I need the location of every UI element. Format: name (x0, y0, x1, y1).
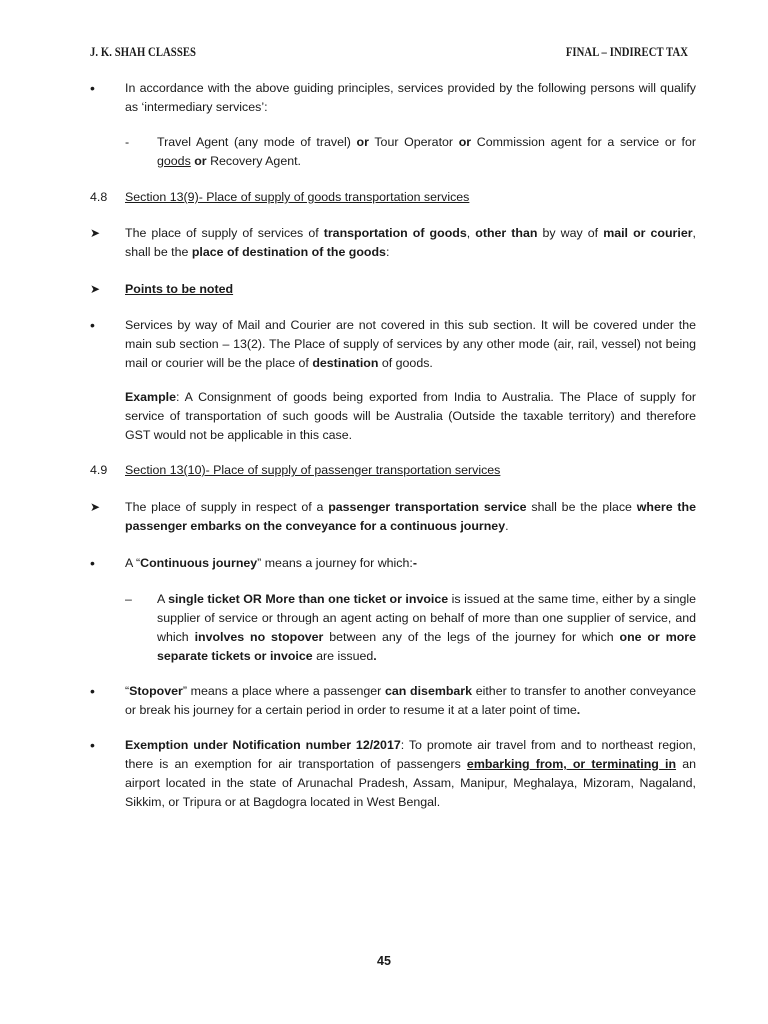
section-heading-4-8 (90, 188, 696, 207)
arrow-point-passenger-transport (90, 498, 696, 536)
page-number: 45 (377, 954, 391, 968)
header-subject: FINAL – INDIRECT TAX (565, 44, 688, 59)
section-title: Section 13(9)- Place of supply of goods transportation services (125, 190, 470, 204)
paragraph-text: A single ticket OR More than one ticket or invoice is issued at the same time, either by a single supplier of service or through an agent acting on behalf of more than one supplier of service, and which involves no stopover between any of the legs of the journey for which one or more separate tickets or invoice are issued. (157, 592, 697, 663)
sub-item-travel-agent (90, 133, 696, 171)
section-heading-4-9 (90, 461, 696, 480)
example-paragraph (90, 388, 696, 445)
arrow-point-goods-transport (90, 224, 696, 262)
bullet-marker: • (90, 555, 95, 571)
paragraph-text: Example: A Consignment of goods being exported from India to Australia. The Place of supply for service of transportation of such goods will be Australia (Outside the taxable territory) and therefore GST would not be applicable in this case. (125, 390, 696, 442)
paragraph-text: Services by way of Mail and Courier are not covered in this sub section. It will be covered under the main sub section – 13(2). The Place of supply of services by any other mode (air, rail, vessel) not being mail or courier will be the place of destination of goods. (125, 318, 696, 370)
bullet-marker: • (90, 737, 95, 753)
arrow-marker: ➤ (90, 282, 101, 296)
bullet-stopover (90, 682, 696, 720)
bullet-continuous-journey (90, 554, 696, 573)
bullet-marker: • (90, 317, 95, 333)
dash-marker: – (125, 592, 132, 606)
bullet-exemption-notification (90, 736, 696, 812)
header-institute: J. K. SHAH CLASSES (90, 44, 197, 59)
paragraph-text: Travel Agent (any mode of travel) or Tour Operator or Commission agent for a service or for goods or Recovery Agent. (157, 135, 697, 168)
sub-item-single-ticket (90, 590, 696, 666)
paragraph-text: Exemption under Notification number 12/2017: To promote air travel from and to northeast region, there is an exemption for air transportation of passengers embarking from, or terminating in an airport located in the state of Arunachal Pradesh, Assam, Manipur, Meghalaya, Mizoram, Nagaland, Sikkim, or Tripura or at Bagdogra located in West Bengal. (125, 738, 696, 809)
paragraph-text: A “Continuous journey” means a journey for which:- (125, 556, 417, 570)
bullet-mail-courier (90, 316, 696, 373)
arrow-marker: ➤ (90, 500, 101, 514)
bullet-marker: • (90, 80, 95, 96)
bullet-marker: • (90, 683, 95, 699)
paragraph-text: “Stopover” means a place where a passenger can disembark either to transfer to another conveyance or break his journey for a certain period in order to resume it at a later point of time. (125, 684, 696, 717)
arrow-points-to-be-noted (90, 280, 696, 299)
dash-marker: - (125, 135, 130, 149)
paragraph-text: The place of supply in respect of a passenger transportation service shall be the place where the passenger embarks on the conveyance for a continuous journey. (125, 500, 697, 533)
section-title: Section 13(10)- Place of supply of passenger transportation services (125, 463, 501, 477)
section-number: 4.8 (90, 190, 108, 204)
bullet-intermediary-services (90, 79, 696, 117)
section-number: 4.9 (90, 463, 108, 477)
paragraph-text: In accordance with the above guiding principles, services provided by the following persons will qualify as ‘intermediary services’: (125, 81, 696, 114)
arrow-marker: ➤ (90, 226, 101, 240)
paragraph-text: The place of supply of services of transportation of goods, other than by way of mail or courier, shall be the place of destination of the goods: (125, 226, 696, 259)
subheading: Points to be noted (125, 282, 234, 296)
